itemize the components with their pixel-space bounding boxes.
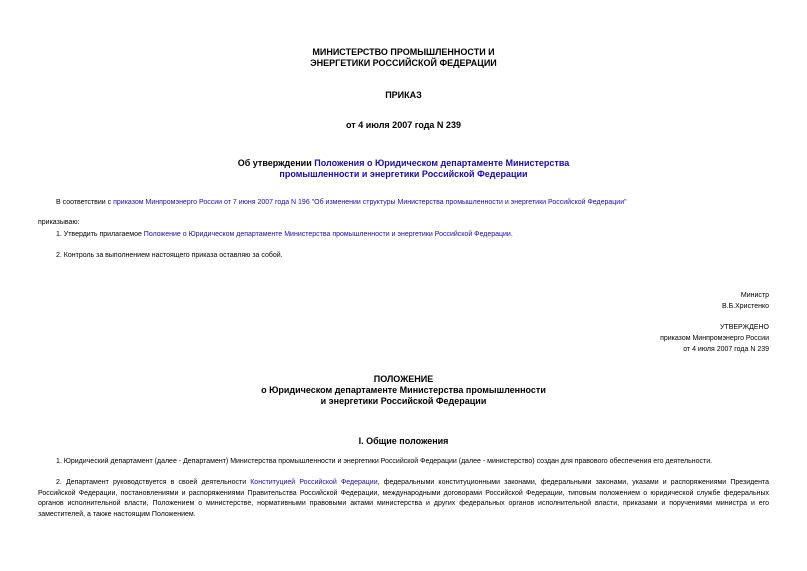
title-prefix: Об утверждении [237, 158, 315, 168]
ministry-name-line1: МИНИСТЕРСТВО ПРОМЫШЛЕННОСТИ И [312, 47, 495, 57]
regulation-subtitle-line1: о Юридическом департаменте Министерства промышленности [261, 385, 546, 395]
document-type: ПРИКАЗ [385, 90, 422, 100]
section-1-paragraph-2 [38, 478, 769, 520]
approval-stamp-line3: от 4 июля 2007 года N 239 [683, 346, 769, 353]
regulation-subtitle-line2: и энергетики Российской Федерации [320, 396, 487, 406]
item1-regulation-link[interactable]: Положение о Юридическом департаменте Министерства промышленности и энергетики Российской Федерации [143, 231, 511, 238]
item1-suffix: . [510, 231, 513, 238]
preamble-prefix: В соответствии с [56, 199, 114, 206]
document-title-line2 [0, 169, 807, 180]
preamble [56, 198, 627, 208]
regulation-title: ПОЛОЖЕНИЕ [373, 374, 434, 384]
document-date-number: от 4 июля 2007 года N 239 [346, 120, 461, 130]
para2-prefix: 2. Департамент руководствуется в своей деятельности [56, 479, 251, 486]
title-link-part2[interactable]: промышленности и энергетики Российской Федерации [279, 169, 528, 179]
section-1-heading: I. Общие положения [358, 436, 449, 446]
document-title-line1 [0, 158, 807, 169]
preamble-order-link[interactable]: приказом Минпромэнерго России от 7 июня 2007 года N 196 "Об изменении структуры Министерства промышленности и энергетики Российской Федерации" [113, 199, 627, 206]
section-1-paragraph-1: 1. Юридический департамент (далее - Департамент) Министерства промышленности и энергетики Российской Федерации (далее - министерство) создан для правового обеспечения его деятельности. [56, 458, 713, 465]
constitution-link[interactable]: Конституцией Российской Федерации [250, 479, 378, 486]
approval-stamp-line1: УТВЕРЖДЕНО [719, 324, 769, 331]
para2-suffix: , федеральными конституционными законами, федеральными законами, указами и распоряжениями Президента Российской Федерации, постановлениями и распоряжениями Правительства Российской Федерации, международными договорами Российской Федерации, типовым положением о юридической службе федеральных органов исполнительной власти, Положением о министерстве, нормативными правовыми актами министерства и других федеральных органов исполнительной власти, приказами и поручениями министра и его заместителей, а также настоящим Положением. [38, 479, 769, 518]
order-item-1 [56, 230, 513, 240]
ministry-name-line2: ЭНЕРГЕТИКИ РОССИЙСКОЙ ФЕДЕРАЦИИ [310, 58, 497, 68]
approval-stamp-line2: приказом Минпромэнерго России [660, 335, 769, 342]
title-link-part1[interactable]: Положения о Юридическом департаменте Министерства [314, 158, 570, 168]
signature-position: Министр [740, 292, 769, 299]
item1-prefix: 1. Утвердить прилагаемое [56, 231, 144, 238]
order-word: приказываю: [38, 219, 80, 226]
order-item-2: 2. Контроль за выполнением настоящего приказа оставляю за собой. [56, 252, 283, 259]
signature-name: В.Б.Христенко [721, 303, 769, 310]
